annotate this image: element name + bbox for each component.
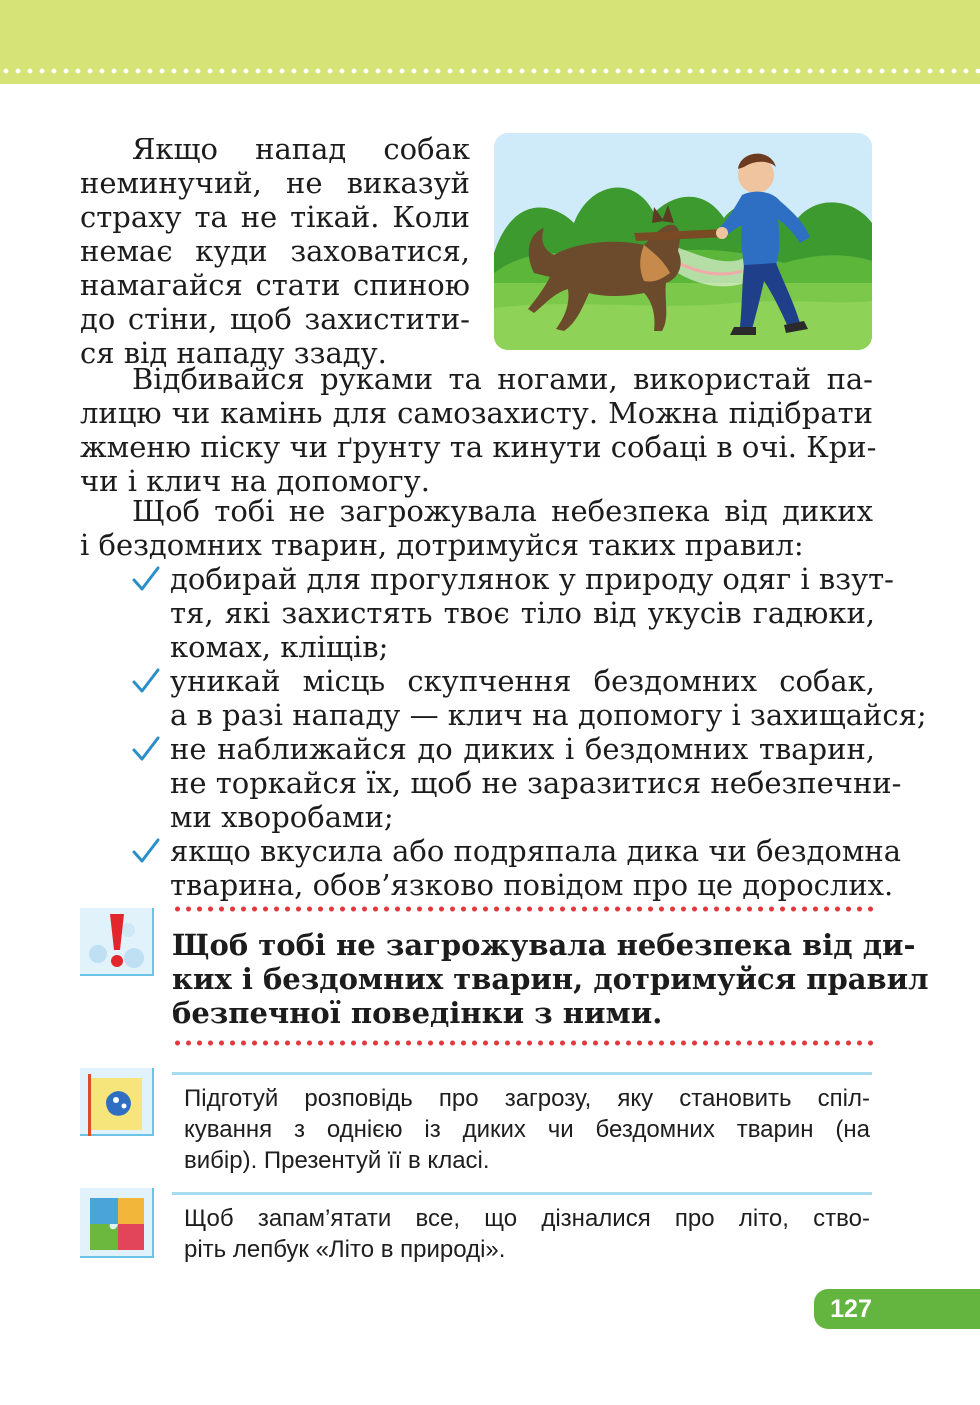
rule-line: тварина, обов’язково повідом про це дорослих. (170, 868, 894, 902)
rules-intro-line: Щоб тобі не загрожувала небезпека від диких (132, 494, 873, 528)
exclamation-icon (80, 906, 154, 976)
intro-line: Якщо напад собак (132, 132, 470, 166)
rule-item (130, 562, 894, 664)
rules-list (130, 562, 927, 902)
boy-and-dog-illustration (494, 133, 872, 350)
rule-item (130, 834, 902, 902)
defense-line: лицю чи камінь для самозахисту. Можна підібрати (80, 396, 873, 430)
intro-line: намагайся стати спиною (80, 268, 470, 302)
important-box (80, 906, 154, 976)
check-icon (130, 664, 162, 698)
rule-line: уникай місць скупчення бездомних собак, (170, 664, 875, 698)
task1-line: Підготуй розповідь про загрозу, яку становить спіл- (184, 1085, 870, 1112)
rule-line: а в разі нападу — клич на допомогу і захищайся; (170, 698, 927, 732)
illustration-drawing (494, 133, 872, 350)
rule-line: ми хворобами; (170, 800, 394, 834)
check-icon (130, 562, 162, 596)
intro-line: ся від нападу ззаду. (80, 336, 387, 370)
check-icon (130, 732, 162, 766)
task2-text (184, 1203, 870, 1265)
task2-divider (172, 1192, 872, 1195)
check-icon (130, 834, 162, 868)
project-box (80, 1068, 154, 1138)
conclusion-line: безпечної поведінки з ними. (172, 996, 663, 1030)
defense-line: Відбивайся руками та ногами, використай па- (132, 362, 873, 396)
puzzle-icon (80, 1188, 154, 1260)
task1-divider (172, 1072, 872, 1075)
task1-text (184, 1083, 870, 1176)
conclusion-line: Щоб тобі не загрожувала небезпека від ди- (172, 928, 916, 962)
header-dotted-border (0, 68, 980, 74)
intro-line: немає куди заховатися, (80, 234, 470, 268)
conclusion-bottom-divider (172, 1040, 874, 1046)
rule-line: якщо вкусила або подряпала дика чи бездомна (170, 834, 902, 868)
defense-paragraph (80, 362, 877, 498)
rule-item (130, 664, 927, 732)
intro-line: страху та не тікай. Коли (80, 200, 470, 234)
rules-intro-line: і бездомних тварин, дотримуйся таких правил: (80, 528, 804, 562)
conclusion-line: ких і бездомних тварин, дотримуйся правил (172, 962, 929, 996)
rule-line: не торкайся їх, щоб не заразитися небезпечни- (170, 766, 902, 800)
rule-item (130, 732, 902, 834)
rule-line: добирай для прогулянок у природу одяг і взут- (170, 562, 894, 596)
task2-line: ріть лепбук «Літо в природі». (184, 1236, 506, 1263)
intro-line: неминучий, не виказуй (80, 166, 470, 200)
task1-line: вибір). Презентуй її в класі. (184, 1147, 490, 1174)
rule-line: тя, які захистять твоє тіло від укусів гадюки, (170, 596, 875, 630)
rule-line: комах, кліщів; (170, 630, 389, 664)
task1-line: кування з однією із диких чи бездомних тварин (на (184, 1116, 870, 1143)
conclusion-top-divider (172, 906, 874, 912)
project-icon (80, 1068, 154, 1138)
conclusion-text (172, 928, 929, 1030)
rule-line: не наближайся до диких і бездомних тварин, (170, 732, 875, 766)
task2-line: Щоб запам’ятати все, що дізналися про літо, ство- (184, 1205, 870, 1232)
defense-line: чи і клич на допомогу. (80, 464, 430, 498)
page-number: 127 (830, 1295, 872, 1323)
rules-intro-paragraph (80, 494, 873, 562)
intro-paragraph (80, 132, 470, 370)
puzzle-box (80, 1188, 154, 1260)
page-number-tab (814, 1289, 980, 1329)
defense-line: жменю піску чи ґрунту та кинути собаці в очі. Кри- (80, 430, 877, 464)
intro-line: до стіни, щоб захистити- (80, 302, 470, 336)
